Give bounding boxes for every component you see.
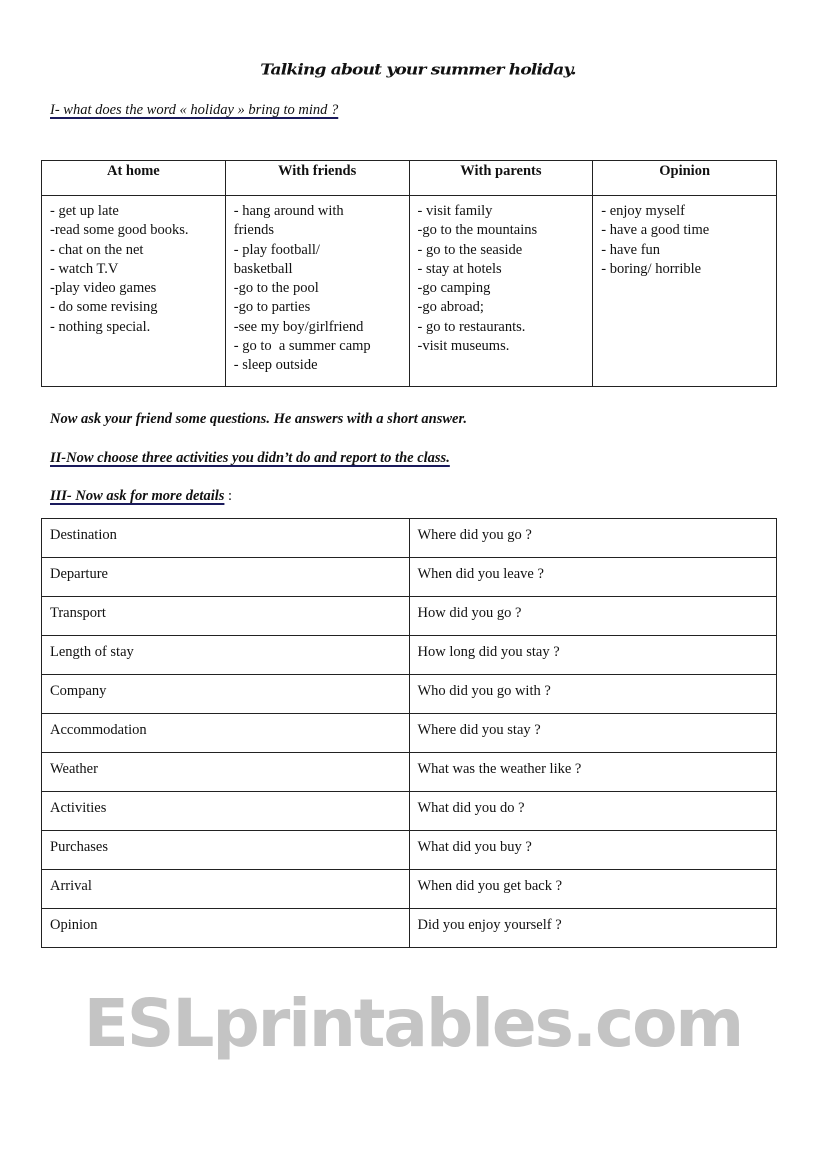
question-cell: When did you leave ? bbox=[409, 558, 777, 597]
list-item: - play football/ bbox=[233, 241, 320, 258]
list-item: -visit museums. bbox=[417, 338, 510, 355]
table-row bbox=[42, 597, 777, 636]
list-item: - go to the seaside bbox=[417, 241, 523, 258]
list-item: -go to the pool bbox=[233, 280, 319, 297]
list-item: -go to the mountains bbox=[417, 222, 538, 239]
list-item: - hang around with bbox=[233, 203, 344, 219]
table-row bbox=[42, 792, 777, 831]
question-cell: Where did you go ? bbox=[409, 519, 777, 558]
column-cell bbox=[409, 196, 593, 387]
list-item: - go to a summer camp bbox=[233, 338, 371, 355]
topic-cell: Length of stay bbox=[42, 636, 410, 675]
list-item: basketball bbox=[233, 260, 293, 277]
column-cell bbox=[593, 196, 777, 387]
topic-cell: Arrival bbox=[42, 870, 410, 909]
section-3-heading: III- Now ask for more details bbox=[50, 488, 225, 504]
question-cell: What did you do ? bbox=[409, 792, 777, 831]
topic-cell: Departure bbox=[42, 558, 410, 597]
section-1-heading: I- what does the word « holiday » bring to mind ? bbox=[50, 102, 339, 118]
column-header: With friends bbox=[225, 161, 409, 196]
topic-cell: Company bbox=[42, 675, 410, 714]
column-cell bbox=[225, 196, 409, 387]
list-item: -go to parties bbox=[233, 299, 311, 316]
details-table bbox=[41, 518, 777, 948]
topic-cell: Transport bbox=[42, 597, 410, 636]
holiday-ideas-table bbox=[41, 160, 777, 387]
list-item: friends bbox=[233, 222, 275, 239]
table-row bbox=[42, 519, 777, 558]
topic-cell: Opinion bbox=[42, 909, 410, 948]
table-row bbox=[42, 909, 777, 948]
list-item: - sleep outside bbox=[233, 357, 318, 374]
table-row bbox=[42, 636, 777, 675]
list-item: - stay at hotels bbox=[417, 260, 502, 277]
list-item: - boring/ horrible bbox=[601, 260, 702, 277]
table-row bbox=[42, 558, 777, 597]
list-item: - go to restaurants. bbox=[417, 318, 526, 335]
list-item: -play video games bbox=[50, 280, 157, 297]
list-item: - watch T.V bbox=[50, 260, 119, 277]
table-body-row bbox=[42, 196, 777, 387]
table-row bbox=[42, 714, 777, 753]
section-3 bbox=[50, 488, 232, 505]
question-cell: What was the weather like ? bbox=[409, 753, 777, 792]
section-2-heading: II-Now choose three activities you didn’t do and report to the class. bbox=[50, 450, 450, 466]
column-header: At home bbox=[42, 161, 226, 196]
question-cell: How did you go ? bbox=[409, 597, 777, 636]
table-row bbox=[42, 831, 777, 870]
column-header: Opinion bbox=[593, 161, 777, 196]
question-cell: What did you buy ? bbox=[409, 831, 777, 870]
list-item: - do some revising bbox=[50, 299, 158, 316]
question-cell: How long did you stay ? bbox=[409, 636, 777, 675]
topic-cell: Activities bbox=[42, 792, 410, 831]
list-item: - nothing special. bbox=[50, 318, 151, 335]
column-cell bbox=[42, 196, 226, 387]
list-item: - enjoy myself bbox=[601, 203, 686, 219]
topic-cell: Purchases bbox=[42, 831, 410, 870]
list-item: -go camping bbox=[417, 280, 491, 297]
question-cell: Who did you go with ? bbox=[409, 675, 777, 714]
topic-cell: Accommodation bbox=[42, 714, 410, 753]
table-row bbox=[42, 870, 777, 909]
table-header-row bbox=[42, 161, 777, 196]
list-item: - visit family bbox=[417, 203, 493, 219]
instruction-text: Now ask your friend some questions. He answers with a short answer. bbox=[50, 411, 467, 427]
worksheet-title: Talking about your summer holiday. bbox=[260, 61, 576, 79]
table-row bbox=[42, 753, 777, 792]
question-cell: When did you get back ? bbox=[409, 870, 777, 909]
table-row bbox=[42, 675, 777, 714]
list-item: - chat on the net bbox=[50, 241, 144, 258]
list-item: - have fun bbox=[601, 241, 661, 258]
section-3-suffix: : bbox=[224, 488, 233, 504]
column-header: With parents bbox=[409, 161, 593, 196]
list-item: -read some good books. bbox=[50, 222, 189, 239]
watermark: ESLprintables.com bbox=[83, 985, 743, 1062]
list-item: - have a good time bbox=[601, 222, 710, 239]
topic-cell: Weather bbox=[42, 753, 410, 792]
question-cell: Where did you stay ? bbox=[409, 714, 777, 753]
question-cell: Did you enjoy yourself ? bbox=[409, 909, 777, 948]
topic-cell: Destination bbox=[42, 519, 410, 558]
list-item: - get up late bbox=[50, 203, 119, 219]
list-item: -go abroad; bbox=[417, 299, 484, 316]
list-item: -see my boy/girlfriend bbox=[233, 318, 364, 335]
